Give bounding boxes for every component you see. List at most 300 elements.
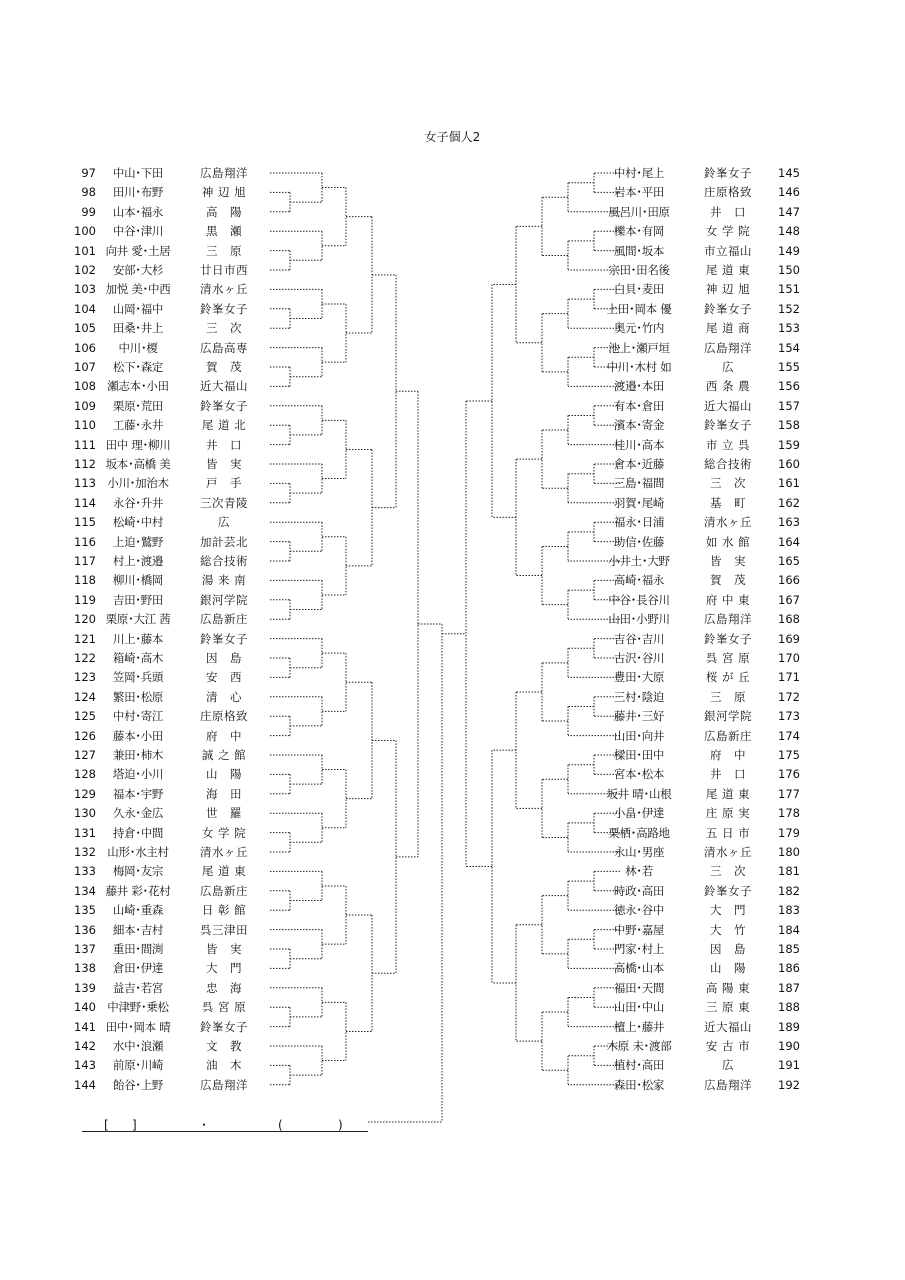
- player-names: 瀬志本･小田: [107, 379, 169, 394]
- team-name: 清水ヶ丘: [704, 515, 752, 530]
- entry-number: 116: [74, 534, 96, 549]
- entry-number: 98: [81, 185, 96, 200]
- team-name: 広: [722, 1058, 734, 1073]
- entry-number: 149: [778, 243, 800, 258]
- entry-number: 188: [778, 1000, 800, 1015]
- team-name: 皆 実: [206, 942, 242, 956]
- player-names: 樑田･田中: [613, 748, 665, 762]
- team-name: 井 口: [206, 437, 242, 452]
- player-names: 箱崎･高木: [112, 651, 164, 665]
- entry-row: [613, 630, 804, 648]
- player-names: 坂井 晴･山根: [606, 786, 672, 801]
- entry-row: [613, 959, 804, 977]
- entry-row: [613, 474, 804, 492]
- entry-row: [72, 940, 272, 958]
- player-names: 水中･浪瀬: [112, 1039, 164, 1053]
- team-name: 油 木: [206, 1058, 242, 1073]
- entry-row: [72, 242, 272, 260]
- entry-row: [613, 727, 804, 745]
- footer-open-bracket: [: [104, 1118, 109, 1132]
- entry-row: [72, 843, 272, 861]
- entry-row: [72, 785, 272, 803]
- entry-number: 144: [74, 1077, 96, 1092]
- player-names: 村上･渡邉: [112, 554, 164, 568]
- entry-number: 180: [778, 845, 800, 859]
- entry-number: 184: [778, 922, 800, 937]
- entry-row: [608, 824, 804, 842]
- player-names: 重田･間渕: [112, 942, 164, 956]
- player-names: 檀上･藤井: [613, 1019, 665, 1034]
- team-name: 鈴峯女子: [200, 301, 248, 316]
- entry-row: [613, 513, 804, 531]
- player-names: 林･若: [625, 864, 653, 879]
- team-name: 近大福山: [200, 379, 248, 394]
- player-names: 中川･木村 如: [606, 360, 672, 374]
- player-names: 中村･寄江: [112, 709, 164, 724]
- entry-number: 160: [778, 457, 800, 471]
- team-name: 湯 来 南: [201, 573, 247, 588]
- player-names: 中野･嘉屋: [613, 922, 665, 937]
- team-name: 広島新庄: [704, 728, 752, 743]
- team-name: 清水ヶ丘: [200, 282, 248, 297]
- entry-row: [606, 358, 804, 376]
- entry-row: [72, 727, 272, 745]
- team-name: 府 中 東: [705, 592, 751, 607]
- team-name: 尾 道 東: [201, 864, 247, 879]
- entry-number: 157: [778, 398, 800, 413]
- entry-number: 192: [778, 1077, 800, 1092]
- entry-row: [72, 280, 272, 298]
- player-names: 有本･倉田: [613, 398, 665, 413]
- entry-row: [613, 804, 804, 822]
- team-name: 鈴峯女子: [704, 301, 752, 316]
- team-name: 因 島: [206, 651, 242, 665]
- team-name: 三次青陵: [200, 495, 248, 510]
- entry-row: [613, 222, 804, 240]
- entry-number: 105: [74, 321, 96, 336]
- entry-row: [72, 1076, 272, 1094]
- team-name: 高 陽 東: [705, 980, 751, 995]
- entry-number: 174: [778, 728, 800, 743]
- entry-row: [72, 765, 272, 783]
- team-name: 呉 宮 原: [705, 651, 751, 665]
- entry-number: 113: [74, 476, 96, 491]
- entry-number: 111: [74, 437, 96, 452]
- entry-row: [613, 921, 804, 939]
- entry-number: 120: [74, 612, 96, 627]
- player-names: 藤井 彩･花村: [105, 883, 171, 898]
- player-names: 門家･村上: [613, 942, 665, 956]
- team-name: 銀河学院: [704, 709, 752, 724]
- entry-number: 102: [74, 263, 96, 277]
- player-names: 吉田･野田: [112, 592, 164, 607]
- entry-row: [608, 339, 804, 357]
- player-names: 持倉･中間: [112, 825, 164, 840]
- player-names: 益吉･若宮: [112, 980, 164, 995]
- team-name: 五 日 市: [705, 825, 751, 840]
- entry-number: 189: [778, 1019, 800, 1034]
- team-name: 安 西: [206, 670, 242, 685]
- team-name: 広島翔洋: [704, 340, 752, 355]
- entry-number: 119: [74, 592, 96, 607]
- entry-row: [72, 300, 272, 318]
- entry-row: [72, 959, 272, 977]
- entry-row: [606, 300, 804, 318]
- player-names: 吉谷･吉川: [613, 631, 665, 646]
- entry-row: [72, 494, 272, 512]
- player-names: 向井 愛･土居: [105, 243, 171, 258]
- entry-number: 187: [778, 980, 800, 995]
- entry-row: [613, 1076, 804, 1094]
- team-name: 鈴峯女子: [704, 631, 752, 646]
- team-name: 市立福山: [704, 243, 752, 258]
- player-names: 細本･吉村: [112, 922, 164, 937]
- entry-row: [72, 164, 272, 182]
- entry-row: [613, 882, 804, 900]
- entry-number: 109: [74, 398, 96, 413]
- team-name: 忠 海: [206, 980, 242, 995]
- team-name: 神 辺 旭: [705, 282, 751, 297]
- entry-number: 97: [81, 166, 96, 180]
- player-names: 永谷･升井: [112, 495, 164, 510]
- entry-number: 106: [74, 340, 96, 355]
- entry-number: 131: [74, 825, 96, 840]
- team-name: 日 彰 館: [201, 903, 247, 918]
- team-name: 大 門: [206, 961, 242, 976]
- player-names: 福永･日浦: [613, 515, 665, 530]
- entry-row: [72, 319, 272, 337]
- player-names: 中津野･乗松: [107, 1000, 169, 1015]
- player-names: 櫟本･有岡: [613, 224, 665, 239]
- team-name: 近大福山: [704, 398, 752, 413]
- entry-row: [613, 319, 804, 337]
- entry-row: [608, 591, 804, 609]
- entry-number: 167: [778, 592, 800, 607]
- entry-row: [72, 533, 272, 551]
- team-name: 海 田: [206, 786, 242, 801]
- player-names: 安部･大杉: [112, 263, 164, 277]
- team-name: 賀 茂: [710, 573, 746, 588]
- footer-close-bracket: ]: [132, 1118, 137, 1132]
- team-name: 府 中: [710, 748, 746, 762]
- player-names: 山田･小野川: [608, 612, 670, 627]
- player-names: 高崎･福永: [613, 573, 665, 588]
- player-names: 坂本･高橋 美: [105, 457, 171, 471]
- team-name: 鈴峯女子: [704, 418, 752, 433]
- entry-row: [72, 339, 272, 357]
- player-names: 上迫･鷲野: [112, 534, 164, 549]
- entry-number: 99: [81, 204, 96, 219]
- player-names: 塔迫･小川: [112, 767, 164, 782]
- entry-number: 181: [778, 864, 800, 879]
- entry-row: [608, 610, 804, 628]
- entry-number: 161: [778, 476, 800, 491]
- entry-row: [613, 436, 804, 454]
- entry-number: 130: [74, 806, 96, 821]
- player-names: 福本･宇野: [112, 786, 164, 801]
- player-names: 宗田･田名後: [608, 263, 670, 277]
- team-name: 広島新庄: [200, 883, 248, 898]
- team-name: 清 心: [206, 689, 242, 704]
- team-name: 安 古 市: [705, 1039, 751, 1053]
- entry-row: [608, 261, 804, 279]
- team-name: 誠 之 館: [201, 748, 247, 762]
- entry-number: 117: [74, 554, 96, 568]
- player-names: 兼田･柿木: [112, 748, 164, 762]
- entry-row: [72, 882, 272, 900]
- player-names: 山岡･福中: [112, 301, 164, 316]
- player-names: 山田･向井: [613, 728, 665, 743]
- player-names: 徳永･谷中: [613, 903, 665, 918]
- entry-row: [613, 649, 804, 667]
- entry-row: [72, 591, 272, 609]
- player-names: 藤井･三好: [613, 709, 665, 724]
- entry-number: 182: [778, 883, 800, 898]
- entry-row: [613, 901, 804, 919]
- entry-row: [72, 610, 272, 628]
- player-names: 池上･瀬戸垣: [608, 340, 670, 355]
- team-name: 庄原格致: [704, 185, 752, 200]
- team-name: 山 陽: [206, 767, 242, 782]
- player-names: 栗栖･高路地: [608, 825, 670, 840]
- footer-close-paren: ): [338, 1118, 343, 1132]
- team-name: 山 陽: [710, 961, 746, 976]
- entry-row: [613, 998, 804, 1016]
- entry-number: 186: [778, 961, 800, 976]
- entry-row: [72, 862, 272, 880]
- player-names: 栗原･大江 茜: [105, 612, 171, 627]
- entry-number: 133: [74, 864, 96, 879]
- entry-row: [72, 630, 272, 648]
- player-names: 梅岡･友宗: [112, 864, 164, 879]
- player-names: 宮本･松本: [613, 767, 665, 782]
- entry-number: 110: [74, 418, 96, 433]
- entry-row: [613, 280, 804, 298]
- entry-row: [613, 533, 804, 551]
- player-names: 田中･岡本 晴: [105, 1019, 171, 1034]
- team-name: 尾 道 東: [705, 263, 751, 277]
- entry-row: [613, 746, 804, 764]
- entry-row: [72, 901, 272, 919]
- entry-row: [72, 1056, 272, 1074]
- entry-number: 143: [74, 1058, 96, 1073]
- entry-number: 124: [74, 689, 96, 704]
- entry-number: 115: [74, 515, 96, 530]
- entry-number: 175: [778, 748, 800, 762]
- entry-number: 148: [778, 224, 800, 239]
- entry-number: 126: [74, 728, 96, 743]
- player-names: 柳川･橋岡: [112, 573, 164, 588]
- team-name: 広島翔洋: [704, 612, 752, 627]
- entry-number: 150: [778, 263, 800, 277]
- entry-number: 173: [778, 709, 800, 724]
- player-names: 田川･布野: [112, 185, 164, 200]
- entry-row: [613, 455, 804, 473]
- player-names: 風間･坂本: [613, 243, 665, 258]
- team-name: 世 羅: [206, 806, 242, 821]
- entry-number: 128: [74, 767, 96, 782]
- team-name: 近大福山: [704, 1019, 752, 1034]
- player-names: 高橋･山本: [613, 961, 665, 976]
- team-name: 廿日市西: [200, 263, 248, 277]
- player-names: 田桑･井上: [112, 321, 164, 336]
- team-name: 尾 道 商: [705, 321, 751, 336]
- entry-row: [613, 1018, 804, 1036]
- team-name: 清水ヶ丘: [200, 845, 248, 859]
- player-names: 山本･福永: [112, 204, 164, 219]
- player-names: 小畠･伊達: [613, 806, 665, 821]
- entry-row: [608, 203, 804, 221]
- entry-row: [72, 824, 272, 842]
- entry-number: 170: [778, 651, 800, 665]
- entry-row: [613, 183, 804, 201]
- player-names: 飴谷･上野: [112, 1077, 164, 1092]
- entry-number: 145: [778, 166, 800, 180]
- player-names: 植村･高田: [613, 1058, 665, 1073]
- entry-number: 166: [778, 573, 800, 588]
- entry-row: [72, 261, 272, 279]
- entry-number: 132: [74, 845, 96, 859]
- entry-row: [72, 921, 272, 939]
- team-name: 清水ヶ丘: [704, 845, 752, 859]
- team-name: 神 辺 旭: [201, 185, 247, 200]
- entry-number: 152: [778, 301, 800, 316]
- entry-row: [72, 746, 272, 764]
- entry-row: [72, 513, 272, 531]
- entry-row: [72, 183, 272, 201]
- entry-row: [72, 979, 272, 997]
- team-name: 広島翔洋: [704, 1077, 752, 1092]
- entry-row: [72, 998, 272, 1016]
- player-names: 白貝･麦田: [613, 282, 665, 297]
- entry-number: 179: [778, 825, 800, 840]
- entry-number: 125: [74, 709, 96, 724]
- player-names: 福田･天間: [613, 980, 665, 995]
- entry-row: [613, 416, 804, 434]
- player-names: 繁田･松原: [112, 689, 164, 704]
- entry-number: 159: [778, 437, 800, 452]
- entry-row: [72, 474, 272, 492]
- entry-row: [72, 688, 272, 706]
- entry-number: 129: [74, 786, 96, 801]
- entry-number: 185: [778, 942, 800, 956]
- entry-number: 176: [778, 767, 800, 782]
- player-names: 三島･福間: [613, 476, 665, 491]
- player-names: 永山･男座: [613, 845, 665, 859]
- entry-row: [72, 436, 272, 454]
- entry-number: 104: [74, 301, 96, 316]
- team-name: 戸 手: [206, 476, 242, 491]
- entry-number: 123: [74, 670, 96, 685]
- entry-number: 114: [74, 495, 96, 510]
- entry-row: [613, 707, 804, 725]
- entry-row: [72, 1037, 272, 1055]
- entry-row: [72, 416, 272, 434]
- team-name: 黒 瀬: [206, 224, 242, 239]
- entry-row: [613, 668, 804, 686]
- team-name: 広: [722, 360, 734, 374]
- entry-row: [608, 552, 804, 570]
- player-names: 山崎･重森: [112, 903, 164, 918]
- player-names: 羽賀･尾崎: [613, 495, 665, 510]
- entry-row: [613, 843, 804, 861]
- player-names: 松崎･中村: [112, 515, 164, 530]
- team-name: 三 次: [710, 476, 746, 491]
- player-names: 加悦 美･中西: [105, 282, 171, 297]
- entry-number: 121: [74, 631, 96, 646]
- entry-row: [613, 688, 804, 706]
- team-name: 広島高専: [200, 340, 248, 355]
- entry-number: 169: [778, 631, 800, 646]
- team-name: 大 竹: [710, 922, 746, 937]
- winner-underline: [82, 1131, 368, 1132]
- team-name: 賀 茂: [206, 360, 242, 374]
- team-name: 女 学 院: [705, 224, 751, 239]
- entry-number: 139: [74, 980, 96, 995]
- player-names: 中山･下田: [112, 166, 164, 180]
- team-name: 皆 実: [710, 554, 746, 568]
- team-name: 三 原 東: [705, 1000, 751, 1015]
- team-name: 市 立 呉: [705, 437, 751, 452]
- entry-number: 103: [74, 282, 96, 297]
- team-name: 高 陽: [206, 204, 242, 219]
- team-name: 井 口: [710, 767, 746, 782]
- entry-number: 127: [74, 748, 96, 762]
- team-name: 総合技術: [704, 457, 752, 471]
- entry-number: 183: [778, 903, 800, 918]
- team-name: 皆 実: [206, 457, 242, 471]
- team-name: 桜 が 丘: [705, 670, 751, 685]
- entry-number: 134: [74, 883, 96, 898]
- team-name: 庄原格致: [200, 709, 248, 724]
- player-names: 田中 理･柳川: [105, 437, 171, 452]
- entry-row: [72, 203, 272, 221]
- player-names: 風呂川･田原: [608, 204, 670, 219]
- entry-row: [72, 377, 272, 395]
- team-name: 女 学 院: [201, 825, 247, 840]
- entry-row: [72, 222, 272, 240]
- player-names: 小川･加治木: [107, 476, 169, 491]
- team-name: 因 島: [710, 942, 746, 956]
- entry-number: 162: [778, 495, 800, 510]
- entry-number: 154: [778, 340, 800, 355]
- player-names: 工藤･永井: [112, 418, 164, 433]
- player-names: 倉田･伊達: [112, 961, 164, 976]
- team-name: 鈴峯女子: [200, 398, 248, 413]
- entry-number: 177: [778, 786, 800, 801]
- entry-number: 100: [74, 224, 96, 239]
- entry-number: 118: [74, 573, 96, 588]
- team-name: 銀河学院: [200, 592, 248, 607]
- player-names: 岩本･平田: [613, 185, 665, 200]
- footer-open-paren: (: [278, 1118, 283, 1132]
- entry-number: 153: [778, 321, 800, 336]
- player-names: 森田･松家: [613, 1077, 665, 1092]
- team-name: 鈴峯女子: [704, 166, 752, 180]
- team-name: 府 中: [206, 728, 242, 743]
- entry-number: 135: [74, 903, 96, 918]
- entry-row: [613, 377, 804, 395]
- player-names: 山形･水主村: [107, 845, 169, 859]
- player-names: 渡邉･本田: [613, 379, 665, 394]
- team-name: 西 条 農: [705, 379, 751, 394]
- player-names: 川上･藤本: [112, 631, 164, 646]
- team-name: 如 水 館: [705, 534, 751, 549]
- team-name: 三 原: [710, 689, 746, 704]
- entry-number: 168: [778, 612, 800, 627]
- entry-number: 142: [74, 1039, 96, 1053]
- entry-row: [72, 707, 272, 725]
